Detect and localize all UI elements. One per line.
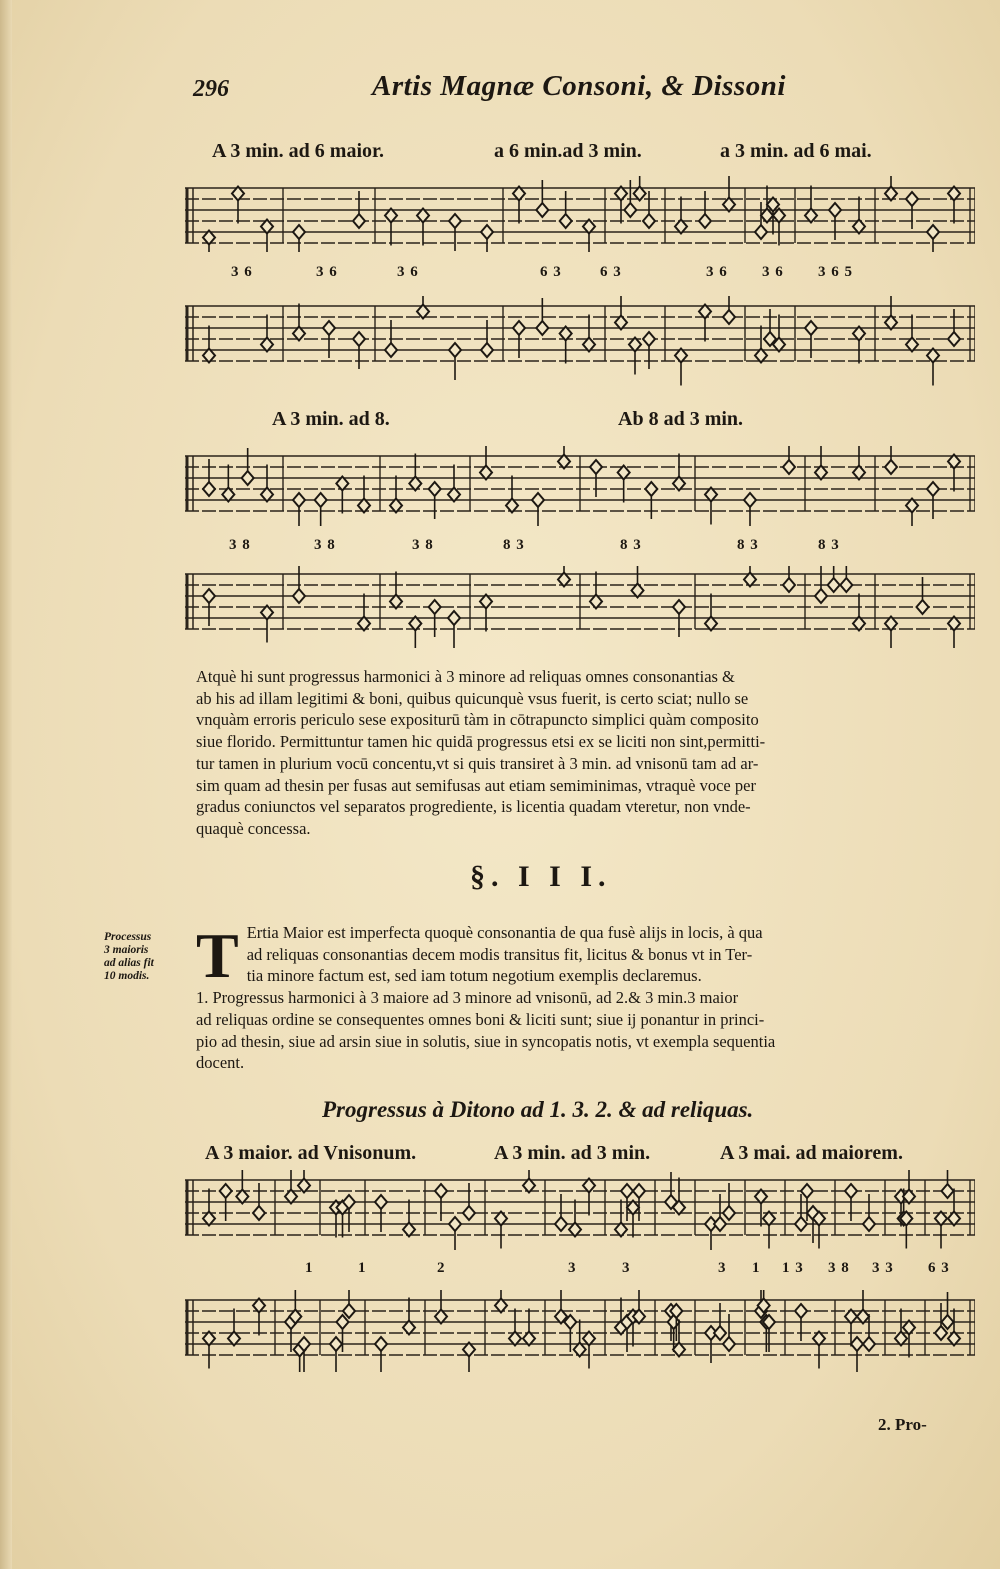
figure: 3 3 <box>872 1260 894 1276</box>
figure: 3 <box>622 1260 631 1276</box>
figure: 3 6 <box>316 264 338 280</box>
figure: 3 8 <box>314 537 336 553</box>
text-line: ad reliquas ordine se consequentes omnes boni & liciti sunt; siue ij ponantur in princi- <box>196 1009 765 1029</box>
figure: 2 <box>437 1260 446 1276</box>
margin-note <box>104 931 184 983</box>
text-line: Atquè hi sunt progressus harmonici à 3 minore ad reliquas omnes consonantias & <box>196 667 735 686</box>
music-staff-5 <box>185 1170 975 1250</box>
music-staff-4 <box>185 566 975 648</box>
example2-label-1: A 3 min. ad 8. <box>272 408 390 430</box>
text-line: Ertia Maior est imperfecta quoquè consonantia de qua fusè alijs in locis, à qua <box>246 923 763 942</box>
music-staff-3 <box>185 446 975 526</box>
drop-cap: T <box>196 920 239 991</box>
text-line: sim quam ad thesin per fusas aut semifusas aut etiam semiminimas, vtraquè voce per <box>196 775 756 795</box>
text-line: tur tamen in plurium vocū concentu,vt si quis transiret à 3 min. ad vnisonū tam ad ar- <box>196 753 759 773</box>
figure: 8 3 <box>737 537 759 553</box>
page-number: 296 <box>193 76 229 102</box>
catchword: 2. Pro- <box>878 1415 927 1434</box>
music-staff-6 <box>185 1290 975 1372</box>
text-line: pio ad thesin, siue ad arsin siue in solutis, siue in syncopatis notis, vt exempla sequentia <box>196 1031 776 1051</box>
example3-label-2: A 3 min. ad 3 min. <box>494 1142 651 1164</box>
body-paragraph-1 <box>196 666 964 840</box>
example1-label-2: a 6 min.ad 3 min. <box>494 140 642 162</box>
figure: 3 6 <box>762 264 784 280</box>
text-line: docent. <box>196 1053 245 1073</box>
text-line: quaquè concessa. <box>196 818 311 838</box>
figure: 1 <box>305 1260 314 1276</box>
text-line: tia minore factum est, sed iam totum negotium exemplis declaremus. <box>246 966 702 986</box>
figure: 3 6 <box>397 264 419 280</box>
figure: 3 <box>718 1260 727 1276</box>
figure: 3 8 <box>229 537 251 553</box>
figure: 8 3 <box>503 537 525 553</box>
text-line: ad reliquas consonantias decem modis transitus fit, licitus & bonus vt in Ter- <box>246 944 753 964</box>
text-line: 1. Progressus harmonici à 3 maiore ad 3 minore ad vnisonū, ad 2.& 3 min.3 maior <box>196 988 739 1008</box>
example3-label-3: A 3 mai. ad maiorem. <box>720 1142 903 1164</box>
figure: 1 <box>752 1260 761 1276</box>
page-edge <box>0 0 12 1569</box>
figure: 3 <box>568 1260 577 1276</box>
figure: 3 6 <box>706 264 728 280</box>
body-paragraph-2 <box>196 922 964 1074</box>
subheading: Progressus à Ditono ad 1. 3. 2. & ad reliquas. <box>322 1097 754 1122</box>
figure: 6 3 <box>540 264 562 280</box>
text-line: siue florido. Permittuntur tamen hic quidā progressus etsi ex se liciti non sint,permitti- <box>196 732 766 752</box>
running-title: Artis Magnæ Consoni, & Dissoni <box>372 70 786 102</box>
section-heading: §. I I I. <box>470 860 612 893</box>
text-line: ab his ad illam legitimi & boni, quibus quicunquè vsus fuerit, is certo sciat; nullo se <box>196 688 749 708</box>
margin-note-line: 10 modis. <box>104 970 150 982</box>
figure: 6 3 <box>600 264 622 280</box>
example1-label-3: a 3 min. ad 6 mai. <box>720 140 872 162</box>
figure: 8 3 <box>818 537 840 553</box>
text-line: gradus coniunctos vel separatos progrediente, is licentia quadam vteretur, non vnde- <box>196 797 751 817</box>
music-staff-1 <box>185 176 975 252</box>
figure: 3 6 <box>231 264 253 280</box>
margin-note-line: Processus <box>104 931 152 943</box>
margin-note-line: 3 maioris <box>104 944 149 956</box>
example3-label-1: A 3 maior. ad Vnisonum. <box>205 1142 417 1164</box>
figure: 3 8 <box>828 1260 850 1276</box>
music-staff-2 <box>185 296 975 386</box>
figure: 3 6 5 <box>818 264 853 280</box>
example1-label-1: A 3 min. ad 6 maior. <box>212 140 385 162</box>
figure: 8 3 <box>620 537 642 553</box>
figure: 3 8 <box>412 537 434 553</box>
margin-note-line: ad alias fit <box>104 957 154 969</box>
figure: 6 3 <box>928 1260 950 1276</box>
figure: 1 3 <box>782 1260 804 1276</box>
figure: 1 <box>358 1260 367 1276</box>
text-line: vnquàm erroris periculo sese expositurū tàm in cōtrapuncto simplici quàm composito <box>196 710 759 730</box>
example2-label-2: Ab 8 ad 3 min. <box>618 408 744 430</box>
